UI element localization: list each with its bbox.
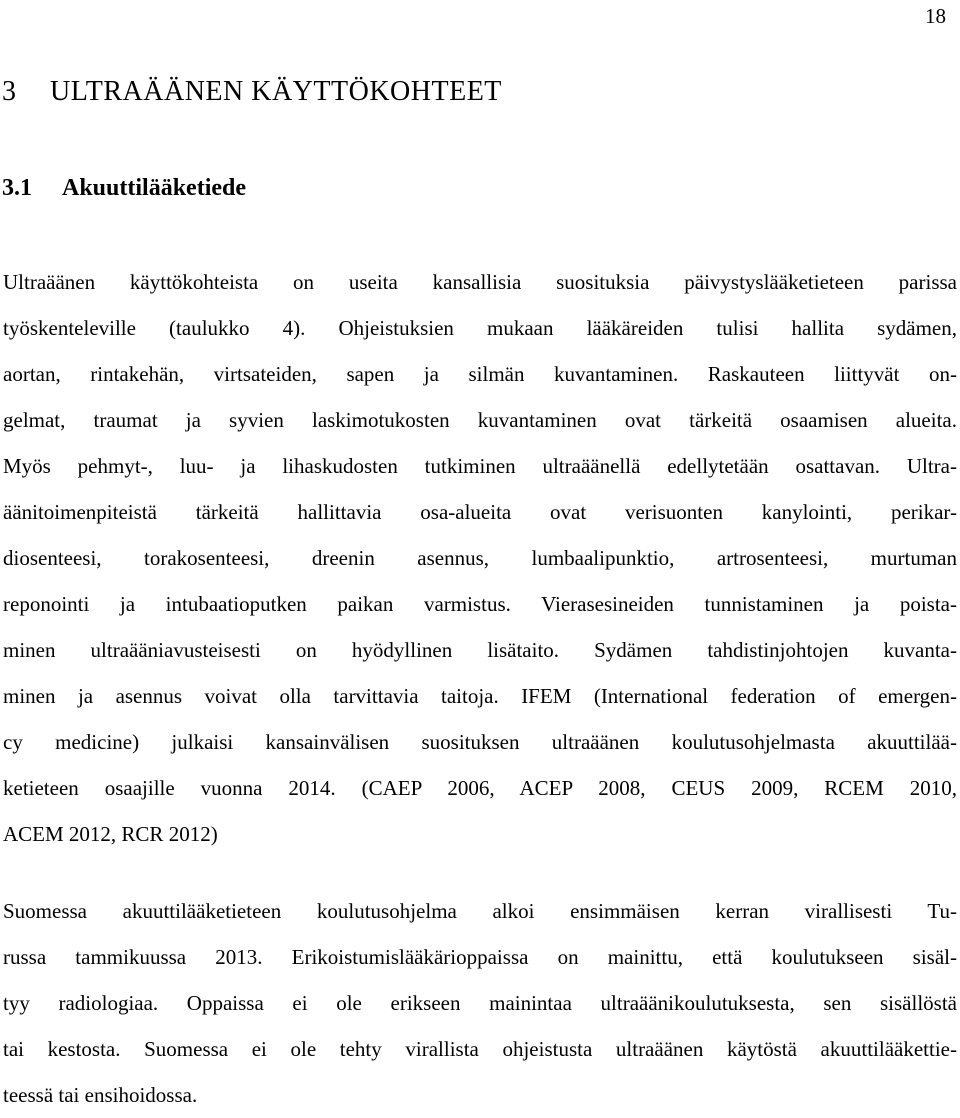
text-line: aortan, rintakehän, virtsateiden, sapen ja silmän kuvantaminen. Raskauteen liittyvät on- [3,362,957,386]
text-line: minen ultraääniavusteisesti on hyödyllinen lisätaito. Sydämen tahdistinjohtojen kuvanta- [3,638,957,662]
section-number: 3.1 [2,175,32,201]
text-line: reponointi ja intubaatioputken paikan varmistus. Vierasesineiden tunnistaminen ja poista- [3,592,957,616]
text-line: Myös pehmyt-, luu- ja lihaskudosten tutkiminen ultraäänellä edellytetään osattavan. Ultra- [3,454,957,478]
text-line: teessä tai ensihoidossa. [3,1083,198,1107]
text-line: äänitoimenpiteistä tärkeitä hallittavia osa-alueita ovat verisuonten kanylointi, perikar- [3,500,957,524]
text-line: cy medicine) julkaisi kansainvälisen suosituksen ultraäänen koulutusohjelmasta akuuttilää- [3,730,957,754]
text-line: russa tammikuussa 2013. Erikoistumislääkärioppaissa on mainittu, että koulutukseen sisäl- [3,945,957,969]
section-title: Akuuttilääketiede [62,175,247,201]
chapter-title: ULTRAÄÄNEN KÄYTTÖKOHTEET [50,76,502,107]
text-line: tai kestosta. Suomessa ei ole tehty virallista ohjeistusta ultraäänen käytöstä akuuttilääkettie- [3,1037,957,1061]
chapter-heading [2,74,502,110]
paragraph-acute-medicine [3,259,957,857]
text-line: minen ja asennus voivat olla tarvittavia taitoja. IFEM (International federation of emergen- [3,684,957,708]
page-number: 18 [925,4,946,28]
text-line: työskenteleville (taulukko 4). Ohjeistuksien mukaan lääkäreiden tulisi hallita sydämen, [3,316,957,340]
text-line: gelmat, traumat ja syvien laskimotukosten kuvantaminen ovat tärkeitä osaamisen alueita. [3,408,957,432]
text-line: ketieteen osaajille vuonna 2014. (CAEP 2006, ACEP 2008, CEUS 2009, RCEM 2010, [3,776,957,800]
chapter-number: 3 [2,76,17,107]
section-heading [2,172,246,204]
text-line: diosenteesi, torakosenteesi, dreenin asennus, lumbaalipunktio, artrosenteesi, murtuman [3,546,957,570]
text-line: Ultraäänen käyttökohteista on useita kansallisia suosituksia päivystyslääketieteen parissa [3,270,957,294]
text-line: Suomessa akuuttilääketieteen koulutusohjelma alkoi ensimmäisen kerran virallisesti Tu- [3,899,957,923]
paragraph-finland-training [3,888,957,1118]
text-line: tyy radiologiaa. Oppaissa ei ole erikseen mainintaa ultraäänikoulutuksesta, sen sisällöstä [3,991,957,1015]
text-line: ACEM 2012, RCR 2012) [3,822,218,846]
